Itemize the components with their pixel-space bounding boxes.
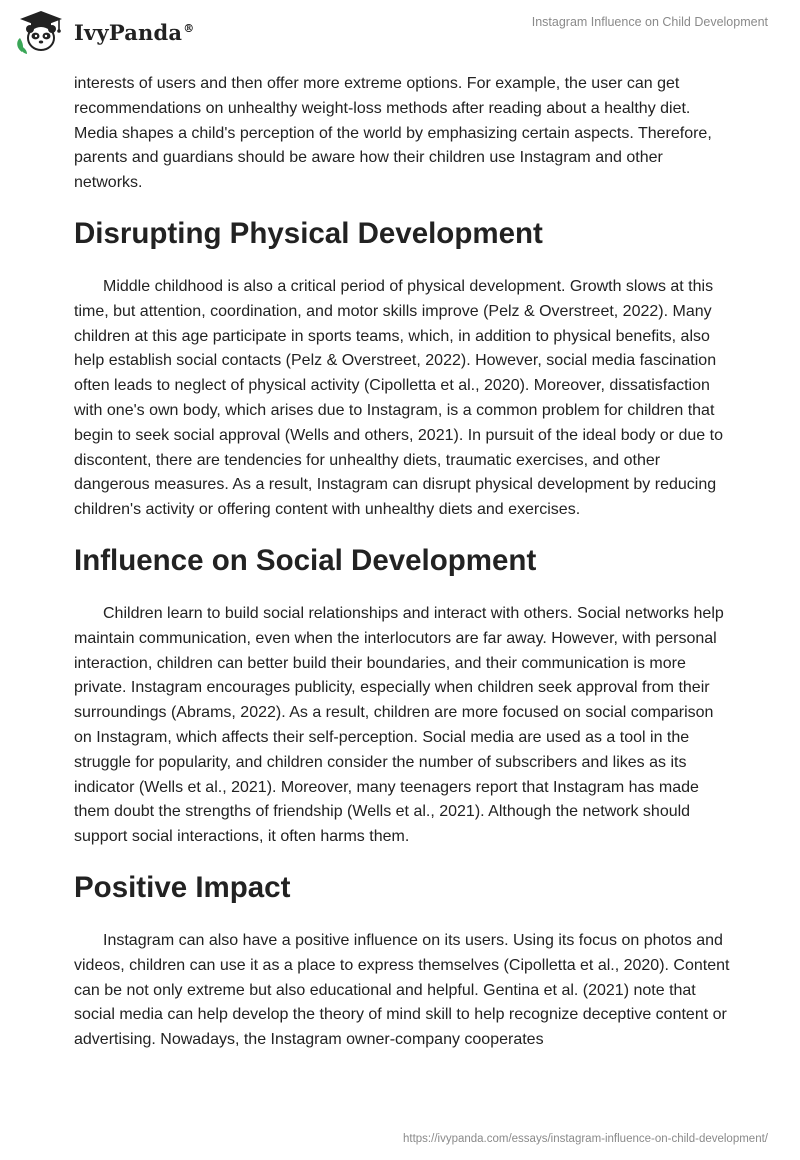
section-paragraph-positive: Instagram can also have a positive influence on its users. Using its focus on photos and videos, children can use it as a place to express themselves (Cipolletta et al., 2020). Content can be not only extreme but also educational and helpful. Gentina et al. (2021) note that social media can help develop the theory of mind skill to help recognize deceptive content or advertising. Nowadays, the Instagram owner-company cooperates [74,931,730,1049]
logo-wordmark: IvyPanda® [74,19,195,45]
ivypanda-logo[interactable] [14,8,194,56]
intro-paragraph: interests of users and then offer more extreme options. For example, the user can get recommendations on unhealthy weight-loss methods after reading about a healthy diet. Media shapes a child's perception of the world by emphasizing certain aspects. Therefore, parents and guardians should be aware how their children use Instagram and other networks. [74,75,712,192]
section-paragraph-social: Children learn to build social relationships and interact with others. Social networks help maintain communication, even when the interlocutors are far away. However, with personal interaction, children can better build their boundaries, and their communication is more private. Instagram encourages publicity, especially when children seek approval from their surroundings (Abrams, 2022). As a result, children are more focused on social comparison on Instagram, which affects their self-perception. Social media are used as a tool in the struggle for popularity, and children consider the number of subscribers and likes as its indicator (Wells et al., 2021). Moreover, many teenagers report that Instagram has made them doubt the strengths of friendship (Wells et al., 2021). Although the network should support social interactions, it often harms them. [74,604,724,846]
section-heading-social: Influence on Social Development [74,543,537,577]
document-title: Instagram Influence on Child Development [531,15,768,29]
section-heading-physical: Disrupting Physical Development [74,216,543,250]
page-header [0,0,800,64]
section-heading-positive: Positive Impact [74,870,291,904]
section-paragraph-physical: Middle childhood is also a critical period of physical development. Growth slows at this time, but attention, coordination, and motor skills improve (Pelz & Overstreet, 2022). Many children at this age participate in sports teams, which, in addition to physical benefits, also help establish social contacts (Pelz & Overstreet, 2022). However, social media fascination often leads to neglect of physical activity (Cipolletta et al., 2020). Moreover, dissatisfaction with one's own body, which arises due to Instagram, is a common problem for children that begin to seek social approval (Wells and others, 2021). In pursuit of the ideal body or due to discontent, there are tendencies for unhealthy diets, traumatic exercises, and other dangerous measures. As a result, Instagram can disrupt physical development by reducing children's activity or offering content with unhealthy diets and exercises. [74,277,723,519]
footer-url[interactable]: https://ivypanda.com/essays/instagram-influence-on-child-development/ [403,1133,768,1145]
essay-body [74,72,734,1053]
panda-graduate-icon [14,8,68,56]
